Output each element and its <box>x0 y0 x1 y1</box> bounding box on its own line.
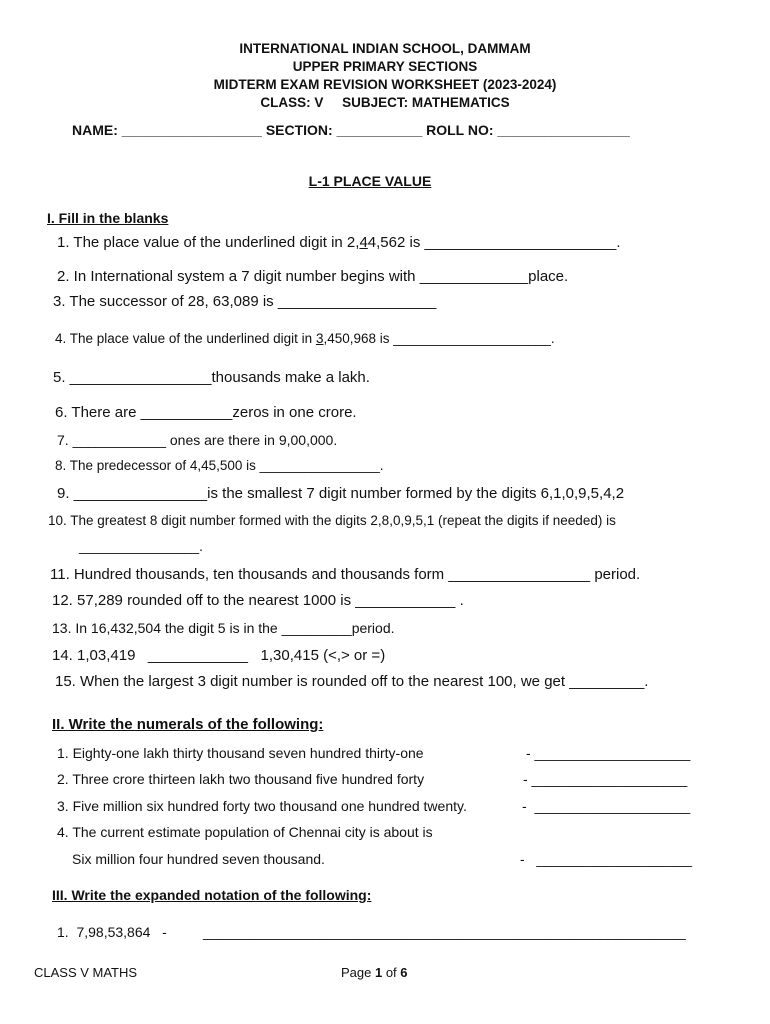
question-5: 5. _________________thousands make a lakh. <box>53 369 370 386</box>
expanded-item-1-blank: ______________________________________________________________ <box>203 924 686 940</box>
exam-title: MIDTERM EXAM REVISION WORKSHEET (2023-2024) <box>213 77 557 92</box>
expanded-item-1: 1. 7,98,53,864 - <box>57 924 167 940</box>
question-2: 2. In International system a 7 digit number begins with _____________place. <box>57 268 569 285</box>
question-8: 8. The predecessor of 4,45,500 is ________________. <box>55 458 384 473</box>
numeral-item-3-blank: - ____________________ <box>522 798 691 814</box>
numeral-item-4-blank: - ____________________ <box>520 851 693 867</box>
q4-text-post: ,450,968 is _____________________. <box>323 331 555 346</box>
student-info-line: NAME: __________________ SECTION: ___________ ROLL NO: _________________ <box>72 122 630 138</box>
numeral-item-2-blank: - ____________________ <box>523 771 688 787</box>
footer-page-total: 6 <box>400 965 408 980</box>
q1-underlined-digit: 4 <box>359 234 368 251</box>
part2-heading: II. Write the numerals of the following: <box>52 716 324 733</box>
footer-page-mid: of <box>382 965 401 980</box>
question-1 <box>57 234 621 251</box>
question-12: 12. 57,289 rounded off to the nearest 1000 is ____________ . <box>52 592 464 609</box>
numeral-item-1-blank: - ____________________ <box>526 745 691 761</box>
numeral-item-4-line2: Six million four hundred seven thousand. <box>72 851 325 867</box>
question-9: 9. ________________is the smallest 7 digit number formed by the digits 6,1,0,9,5,4,2 <box>57 485 625 502</box>
q4-text-pre: 4. The place value of the underlined digit in <box>55 331 316 346</box>
footer-page-number <box>341 965 408 980</box>
question-14: 14. 1,03,419 ____________ 1,30,415 (<,> or =) <box>52 647 386 664</box>
footer-page-prefix: Page <box>341 965 375 980</box>
question-7: 7. ____________ ones are there in 9,00,000. <box>57 432 338 448</box>
question-6: 6. There are ___________zeros in one crore. <box>55 404 357 421</box>
question-15: 15. When the largest 3 digit number is rounded off to the nearest 100, we get _________. <box>55 673 649 690</box>
numeral-item-3: 3. Five million six hundred forty two thousand one hundred twenty. <box>57 798 467 814</box>
numeral-item-1: 1. Eighty-one lakh thirty thousand seven hundred thirty-one <box>57 745 424 761</box>
lesson-title: L-1 PLACE VALUE <box>308 173 432 189</box>
question-10-continued: ________________. <box>79 539 203 554</box>
footer-page-current: 1 <box>374 965 383 980</box>
footer-class-label: CLASS V MATHS <box>34 965 138 980</box>
numeral-item-4: 4. The current estimate population of Chennai city is about is <box>57 824 433 840</box>
q4-underlined-digit: 3 <box>315 331 324 346</box>
part3-heading: III. Write the expanded notation of the following: <box>52 887 372 903</box>
school-name: INTERNATIONAL INDIAN SCHOOL, DAMMAM <box>239 41 531 56</box>
numeral-item-2: 2. Three crore thirteen lakh two thousand five hundred forty <box>57 771 425 787</box>
question-13: 13. In 16,432,504 the digit 5 is in the _________period. <box>52 620 395 636</box>
part1-heading: I. Fill in the blanks <box>47 210 169 226</box>
question-10: 10. The greatest 8 digit number formed with the digits 2,8,0,9,5,1 (repeat the digits if needed) is <box>48 513 616 528</box>
question-3: 3. The successor of 28, 63,089 is ___________________ <box>53 293 437 310</box>
q1-text-pre: 1. The place value of the underlined digit in 2, <box>57 234 360 251</box>
question-4 <box>55 331 555 346</box>
class-subject: CLASS: V SUBJECT: MATHEMATICS <box>260 95 510 110</box>
question-11: 11. Hundred thousands, ten thousands and thousands form _________________ period. <box>50 566 641 583</box>
q1-text-post: 4,562 is _______________________. <box>367 234 621 251</box>
section-name: UPPER PRIMARY SECTIONS <box>292 59 478 74</box>
